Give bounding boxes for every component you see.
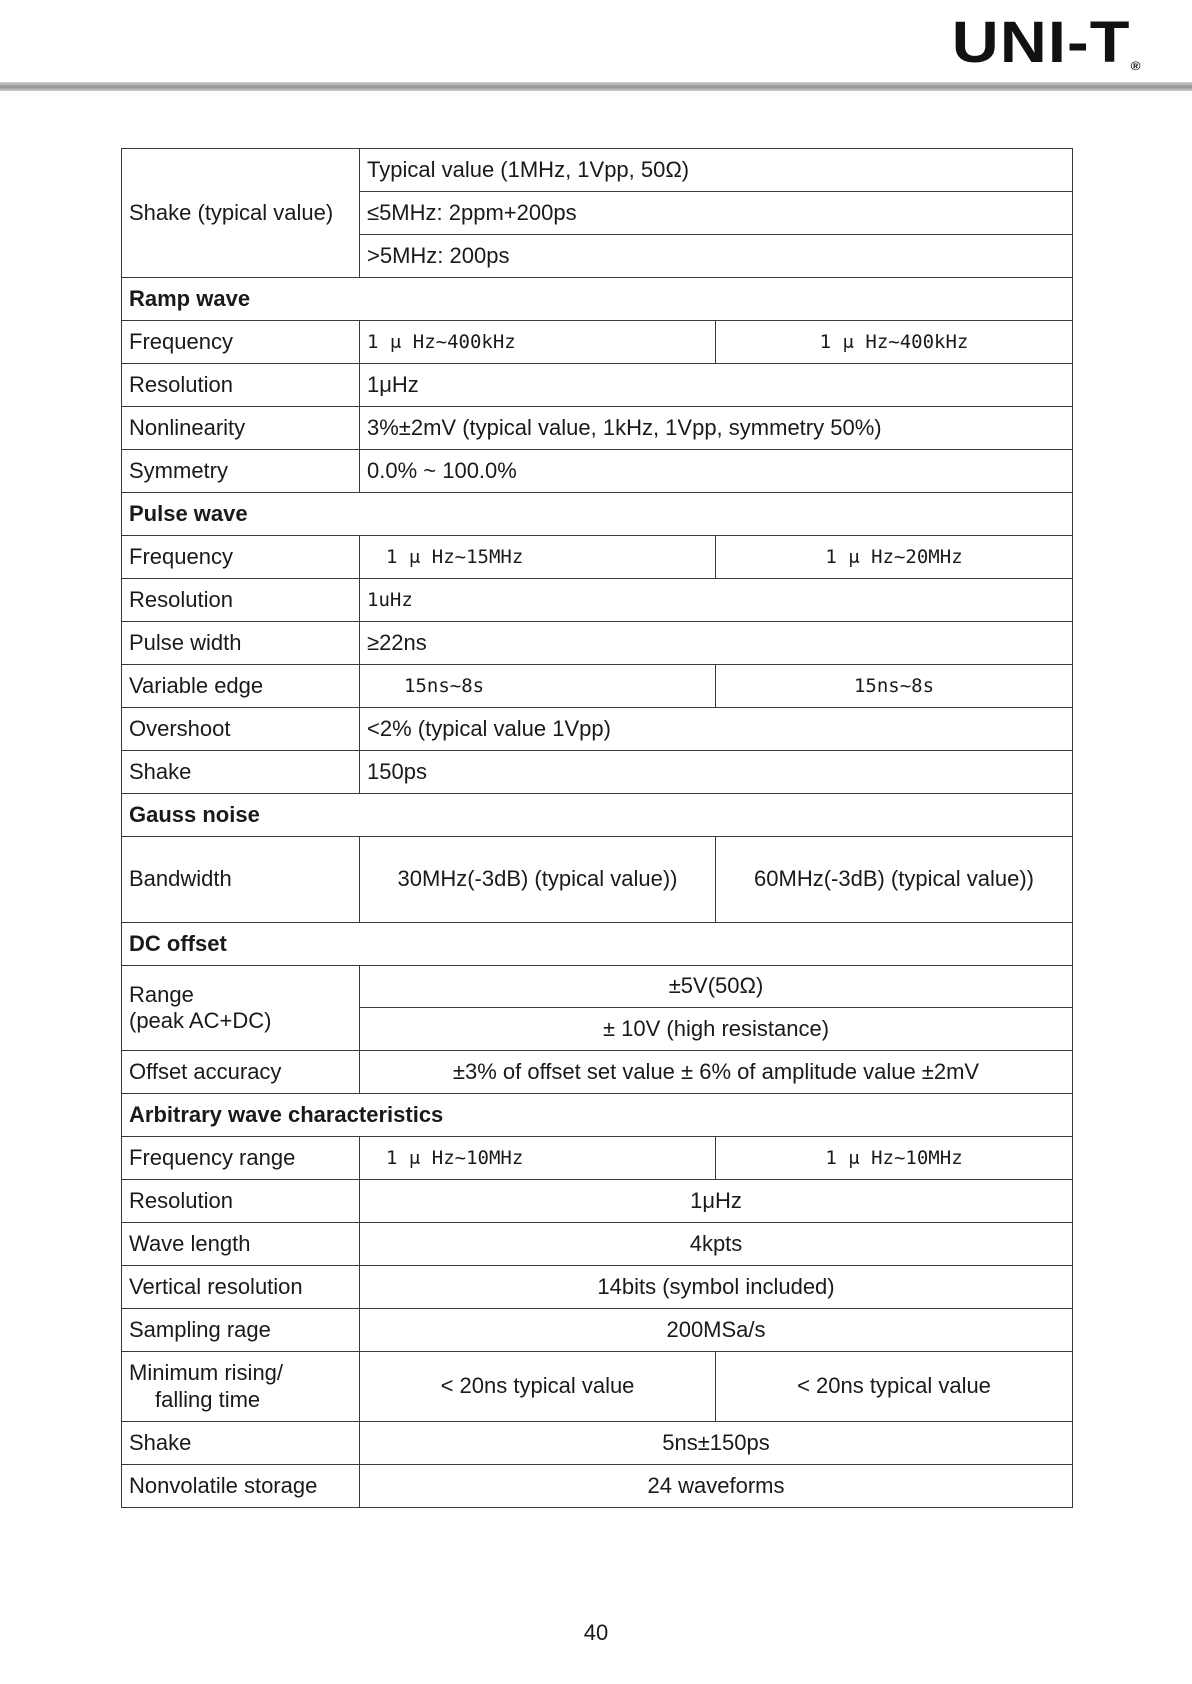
table-row [122,1137,1073,1180]
section-row [122,1094,1073,1137]
spec-value: 14bits (symbol included) [360,1266,1073,1309]
table-row [122,149,1073,192]
spec-label: Offset accuracy [122,1051,360,1094]
spec-label: Nonlinearity [122,407,360,450]
table-row [122,1352,1073,1422]
shake-typical-label: Shake (typical value) [122,149,360,278]
spec-value: 1 μ Hz~400kHz [716,321,1073,364]
spec-label: Resolution [122,579,360,622]
rise-fall-label [122,1352,360,1422]
page-number: 40 [583,1620,609,1645]
brand-logo: UNI-T® [951,10,1140,75]
section-row [122,278,1073,321]
table-row [122,1051,1073,1094]
spec-label: Frequency [122,321,360,364]
shake-typical-value: Typical value (1MHz, 1Vpp, 50Ω) [360,149,1073,192]
section-title-ramp: Ramp wave [122,278,1073,321]
shake-typical-value: ≤5MHz: 2ppm+200ps [360,192,1073,235]
spec-table [121,148,1073,1508]
table-row [122,751,1073,794]
table-row [122,708,1073,751]
spec-value: 0.0% ~ 100.0% [360,450,1073,493]
spec-value: ≥22ns [360,622,1073,665]
spec-label: Frequency range [122,1137,360,1180]
spec-label: Bandwidth [122,837,360,923]
spec-value: 1 μ Hz~10MHz [716,1137,1073,1180]
spec-value: < 20ns typical value [360,1352,716,1422]
rise-fall-label-line2: falling time [155,1386,261,1412]
range-label-line1: Range [129,981,194,1007]
spec-value: ±5V(50Ω) [360,966,1073,1008]
section-title-arb: Arbitrary wave characteristics [122,1094,1073,1137]
spec-value: 60MHz(-3dB) (typical value)) [716,837,1073,923]
table-row [122,1223,1073,1266]
spec-value: 24 waveforms [360,1465,1073,1508]
table-row [122,364,1073,407]
spec-value: 5ns±150ps [360,1422,1073,1465]
section-title-gauss: Gauss noise [122,794,1073,837]
spec-value: 30MHz(-3dB) (typical value)) [360,837,716,923]
spec-value: 1 μ Hz~10MHz [360,1137,716,1180]
spec-value: 4kpts [360,1223,1073,1266]
range-label [122,966,360,1051]
shake-typical-value: >5MHz: 200ps [360,235,1073,278]
spec-label: Shake [122,1422,360,1465]
table-row [122,1309,1073,1352]
spec-label: Symmetry [122,450,360,493]
table-row [122,450,1073,493]
spec-label: Nonvolatile storage [122,1465,360,1508]
spec-label: Pulse width [122,622,360,665]
spec-value: <2% (typical value 1Vpp) [360,708,1073,751]
spec-value: 200MSa/s [360,1309,1073,1352]
spec-label: Resolution [122,1180,360,1223]
registered-mark: ® [1130,59,1140,73]
table-row [122,837,1073,923]
spec-label: Frequency [122,536,360,579]
header-rule [0,82,1192,91]
section-title-pulse: Pulse wave [122,493,1073,536]
table-row [122,579,1073,622]
table-row [122,536,1073,579]
section-title-dc: DC offset [122,923,1073,966]
table-row [122,1465,1073,1508]
section-row [122,794,1073,837]
spec-value: 1 μ Hz~400kHz [360,321,716,364]
spec-value: 15ns~8s [716,665,1073,708]
spec-value: 1μHz [360,364,1073,407]
spec-label: Sampling rage [122,1309,360,1352]
table-row [122,665,1073,708]
spec-value: ±3% of offset set value ± 6% of amplitude value ±2mV [360,1051,1073,1094]
spec-value: 1 μ Hz~15MHz [360,536,716,579]
spec-value: 15ns~8s [360,665,716,708]
spec-label: Shake [122,751,360,794]
table-row [122,1180,1073,1223]
spec-label: Vertical resolution [122,1266,360,1309]
table-row [122,622,1073,665]
spec-value: < 20ns typical value [716,1352,1073,1422]
spec-value: 150ps [360,751,1073,794]
spec-value: 1 μ Hz~20MHz [716,536,1073,579]
table-row [122,321,1073,364]
table-row [122,966,1073,1008]
table-row [122,1422,1073,1465]
section-row [122,923,1073,966]
rise-fall-label-line1: Minimum rising/ [129,1360,284,1386]
table-row [122,1266,1073,1309]
spec-label: Overshoot [122,708,360,751]
range-label-line2: (peak AC+DC) [129,1008,272,1033]
spec-value: 1μHz [360,1180,1073,1223]
section-row [122,493,1073,536]
spec-label: Wave length [122,1223,360,1266]
spec-value: 1uHz [360,579,1073,622]
spec-label: Variable edge [122,665,360,708]
spec-label: Resolution [122,364,360,407]
table-row [122,407,1073,450]
spec-value: 3%±2mV (typical value, 1kHz, 1Vpp, symmetry 50%) [360,407,1073,450]
spec-value: ± 10V (high resistance) [360,1008,1073,1051]
